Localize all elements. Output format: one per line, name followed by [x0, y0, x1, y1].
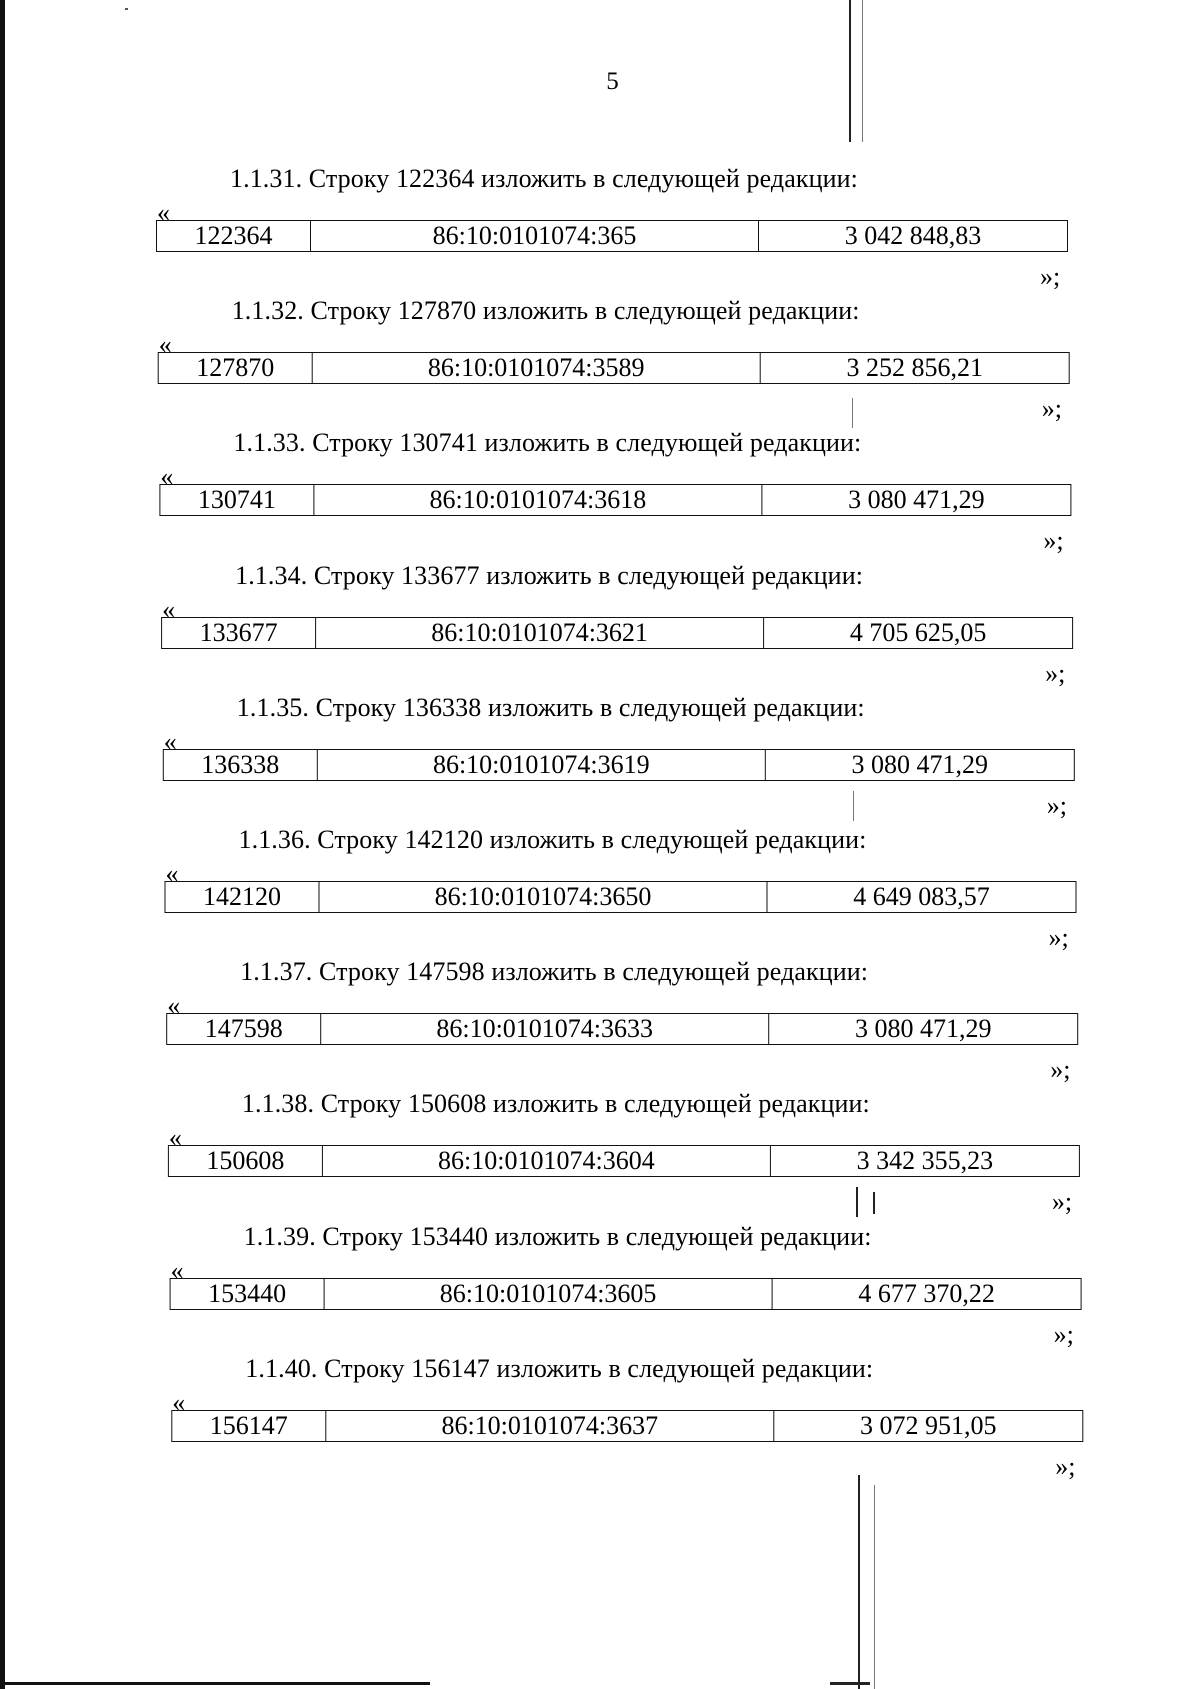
table-row: [156, 220, 1068, 252]
closing-quote: »;: [1051, 1187, 1073, 1217]
value-cell: 4 677 370,22: [858, 1278, 995, 1308]
amendment-block: [9, 825, 1200, 957]
value-cell: 4 649 083,57: [853, 882, 990, 911]
amendment-heading: 1.1.34. Строку 133677 изложить в следующей редакции:: [235, 560, 864, 590]
row-number-cell: 142120: [166, 882, 320, 912]
cadastral-number-cell: 86:10:0101074:3650: [320, 882, 768, 912]
closing-quote: »;: [1055, 1451, 1076, 1481]
value-cell: 3 252 856,21: [846, 353, 983, 383]
cadastral-number-cell: 86:10:0101074:3633: [321, 1014, 769, 1044]
amendment-heading: 1.1.39. Строку 153440 изложить в следующей редакции:: [243, 1221, 872, 1251]
opening-quote: «: [170, 1255, 184, 1285]
amendment-block: [12, 1089, 1200, 1221]
amendment-block: [3, 428, 1200, 560]
value-cell: 3 080 471,29: [851, 749, 989, 779]
closing-quote: »;: [1048, 923, 1069, 952]
opening-quote: «: [165, 859, 179, 888]
opening-quote: «: [167, 991, 181, 1021]
cadastral-number-cell: 86:10:0101074:365: [311, 221, 759, 251]
table-row: [161, 617, 1073, 649]
opening-quote: «: [158, 330, 172, 360]
value-cell: 3 072 951,05: [860, 1410, 997, 1440]
opening-quote: «: [160, 462, 174, 492]
amendment-heading: 1.1.36. Строку 142120 изложить в следующей редакции:: [238, 825, 867, 854]
cadastral-number-cell: 86:10:0101074:3605: [325, 1279, 773, 1309]
row-number-cell: 122364: [157, 221, 311, 251]
table-row: [166, 1013, 1078, 1045]
opening-quote: «: [172, 1387, 186, 1417]
cadastral-number-cell: 86:10:0101074:3618: [314, 485, 762, 515]
cadastral-number-cell: 86:10:0101074:3621: [316, 618, 764, 648]
row-number-cell: 147598: [167, 1014, 321, 1044]
page-number: 5: [606, 68, 619, 95]
amendment-block: [10, 957, 1200, 1089]
table-row: [159, 484, 1071, 516]
row-number-cell: 127870: [159, 353, 313, 383]
amendment-block: [2, 296, 1200, 428]
amendment-heading: 1.1.31. Строку 122364 изложить в следующей редакции:: [230, 164, 858, 193]
cadastral-number-cell: 86:10:0101074:3637: [326, 1411, 774, 1441]
cadastral-number-cell: 86:10:0101074:3604: [323, 1146, 771, 1176]
cadastral-number-cell: 86:10:0101074:3619: [318, 750, 766, 780]
amendment-block: [15, 1354, 1200, 1486]
amendment-heading: 1.1.37. Строку 147598 изложить в следующей редакции:: [240, 957, 869, 987]
amendment-heading: 1.1.38. Строку 150608 изложить в следующей редакции:: [241, 1089, 870, 1119]
closing-quote: »;: [1040, 262, 1061, 291]
value-cell: 3 042 848,83: [844, 221, 982, 250]
table-row: [170, 1278, 1082, 1310]
amendment-block: [0, 164, 1200, 296]
amendment-heading: 1.1.32. Строку 127870 изложить в следующей редакции:: [231, 296, 860, 326]
amendment-block: [14, 1222, 1200, 1354]
table-row: [168, 1145, 1080, 1177]
closing-quote: »;: [1043, 526, 1064, 556]
closing-quote: »;: [1053, 1319, 1074, 1349]
amendment-block: [7, 693, 1200, 825]
opening-quote: «: [168, 1123, 182, 1153]
value-cell: 3 080 471,29: [848, 485, 985, 515]
table-row: [171, 1410, 1083, 1442]
value-cell: 3 080 471,29: [854, 1014, 992, 1044]
amendment-block: [5, 561, 1200, 693]
row-number-cell: 133677: [162, 618, 316, 648]
row-number-cell: 153440: [171, 1279, 325, 1309]
closing-quote: »;: [1046, 790, 1068, 820]
opening-quote: «: [162, 594, 176, 624]
opening-quote: «: [157, 198, 170, 227]
closing-quote: »;: [1050, 1055, 1071, 1085]
table-row: [158, 352, 1070, 384]
amendment-heading: 1.1.33. Строку 130741 изложить в следующей редакции:: [233, 428, 862, 458]
amendment-heading: 1.1.35. Строку 136338 изложить в следующей редакции:: [236, 692, 865, 722]
value-cell: 4 705 625,05: [849, 617, 987, 647]
closing-quote: »;: [1041, 394, 1062, 424]
closing-quote: »;: [1045, 658, 1066, 688]
row-number-cell: 136338: [164, 750, 318, 780]
cadastral-number-cell: 86:10:0101074:3589: [313, 353, 761, 383]
row-number-cell: 130741: [160, 485, 314, 515]
amendment-heading: 1.1.40. Строку 156147 изложить в следующей редакции:: [245, 1353, 874, 1383]
opening-quote: «: [163, 726, 177, 756]
value-cell: 3 342 355,23: [856, 1146, 994, 1176]
row-number-cell: 150608: [169, 1146, 323, 1176]
table-row: [165, 881, 1077, 913]
row-number-cell: 156147: [172, 1411, 326, 1441]
table-row: [163, 749, 1075, 781]
